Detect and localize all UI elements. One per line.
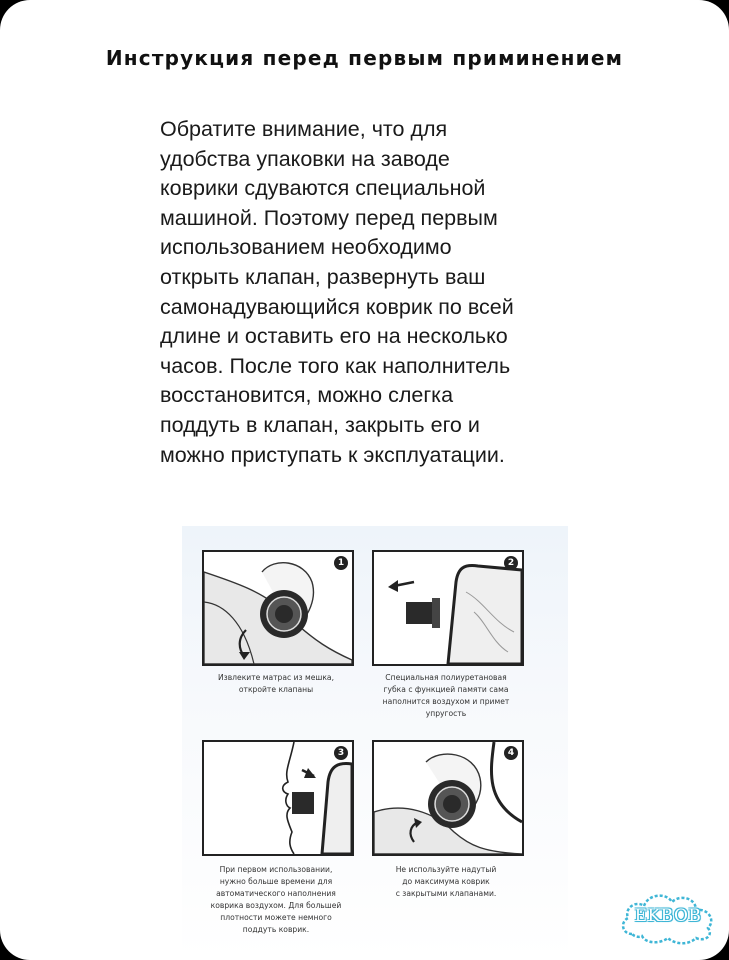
paragraph-line: поддуть в клапан, закрыть его и [160,412,480,437]
step-number-badge: 4 [504,746,518,760]
valve-close-icon [374,742,522,854]
caption-line: поддуть коврик. [242,925,310,934]
paragraph-line: коврики сдуваются специальной [160,176,486,201]
caption-line: При первом использовании, [219,865,333,874]
step-2-illustration [372,550,524,666]
caption-line: автоматического наполнения [216,889,336,898]
paragraph-line: использованием необходимо [160,235,452,260]
step-3-illustration [202,740,354,856]
brand-logo [618,890,718,946]
paragraph-line: можно приступать к эксплуатации. [160,442,505,467]
brand-logo-text: EKBOB [634,906,702,926]
caption-line: с закрытыми клапанами. [395,889,497,898]
step-1-caption [191,672,361,696]
step-4-caption [361,864,531,900]
valve-open-icon [204,552,352,664]
instruction-paragraph [160,115,600,470]
paragraph-line: удобства упаковки на заводе [160,146,450,171]
blow-into-valve-icon [204,742,352,854]
step-number-badge: 1 [334,556,348,570]
caption-line: Специальная полиуретановая [385,673,507,682]
foam-expand-icon [374,552,522,664]
caption-line: Не используйте надутый [395,865,497,874]
step-number-badge: 3 [334,746,348,760]
paragraph-line: длине и оставить его на несколько [160,324,508,349]
caption-line: Извлеките матрас из мешка, [217,673,334,682]
paragraph-line: часов. После того как наполнитель [160,353,511,378]
step-3-caption [191,864,361,936]
paragraph-line: Обратите внимание, что для [160,117,448,141]
paragraph-line: восстановится, можно слегка [160,383,454,408]
paragraph-line: открыть клапан, развернуть ваш [160,264,486,289]
step-1-illustration [202,550,354,666]
caption-line: наполнится воздухом и примет [382,697,510,706]
instruction-steps-sheet [182,526,568,960]
step-number-badge: 2 [504,556,518,570]
caption-line: плотности можете немного [220,913,332,922]
step-2-caption [361,672,531,720]
caption-line: губка с функцией памяти сама [383,685,509,694]
paragraph-line: машиной. Поэтому перед первым [160,205,498,230]
step-4-illustration [372,740,524,856]
caption-line: откройте клапаны [238,685,314,694]
caption-line: упругость [425,709,467,718]
caption-line: до максимума коврик [402,877,490,886]
paragraph-line: самонадувающийся коврик по всей [160,294,514,319]
page-title: Инструкция перед первым приминением [105,46,624,70]
caption-line: коврика воздухом. Для большей [210,901,342,910]
caption-line: нужно больше времени для [219,877,333,886]
